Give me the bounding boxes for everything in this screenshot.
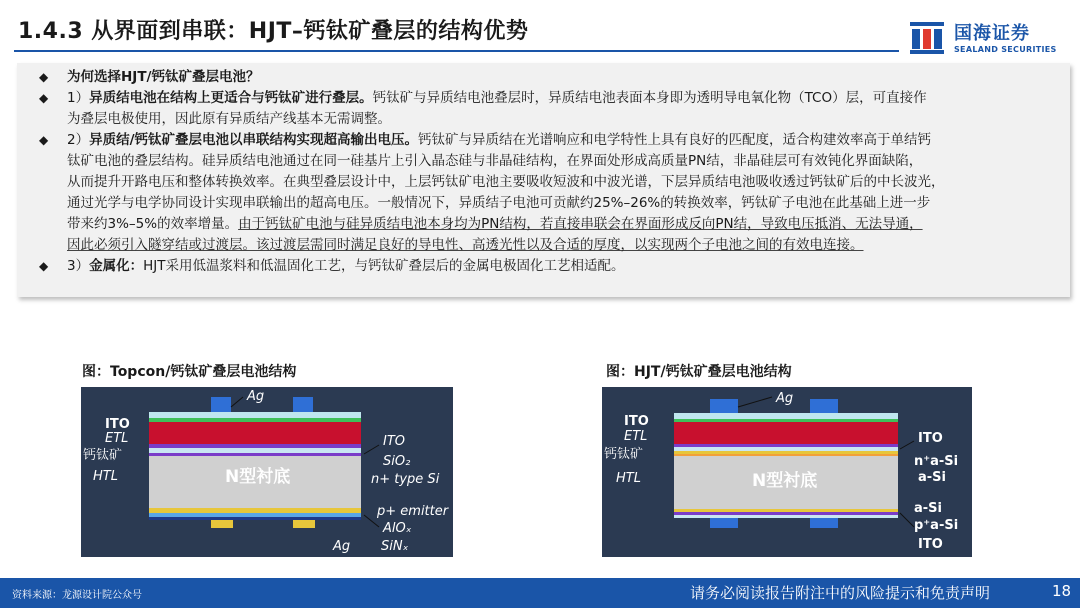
figure-left-caption: 图：Topcon/钙钛矿叠层电池结构 xyxy=(82,364,297,380)
hjt-tandem-diagram xyxy=(602,387,972,557)
label-a-si: a-Si xyxy=(918,470,946,485)
diamond-bullet-icon: ◆ xyxy=(39,70,49,84)
bullet-2-line-6: 因此必须引入隧穿结或过渡层。该过渡层需同时满足良好的导电性、高透光性以及合适的厚度，以实现两个子电池之间的有效电连接。 xyxy=(67,237,864,253)
label-sio2: SiO₂ xyxy=(383,454,411,469)
label-n-a-si: n⁺a-Si xyxy=(914,454,959,469)
figure-right-caption: 图：HJT/钙钛矿叠层电池结构 xyxy=(606,364,792,380)
bullet-2-line-4: 通过光学与电学协同设计实现串联输出的超高电压。一般情况下，异质结子电池可贡献约25%–26%的转换效率，钙钛矿子电池在此基础上进一步 xyxy=(67,195,931,211)
bullet-2-line-1: 钙钛矿与异质结在光谱响应和电学特性上具有良好的匹配度，适合构建效率高于单结钙 xyxy=(418,132,932,148)
ag-top-electrode xyxy=(293,397,313,413)
company-logo xyxy=(908,16,1068,60)
bullet-3-heading: 金属化： xyxy=(89,258,144,274)
sealand-logo-icon xyxy=(908,18,946,56)
bullet-2-line-5a: 带来约3%–5%的效率增量。 xyxy=(67,216,239,232)
label-ag-top: Ag xyxy=(776,391,794,406)
label-perovskite: 钙钛矿 xyxy=(83,448,123,463)
htl-layer xyxy=(674,444,898,447)
label-n-type-si: n+ type Si xyxy=(371,472,440,487)
logo-english-name: SEALAND SECURITIES xyxy=(954,45,1057,54)
perovskite-layer xyxy=(149,422,361,444)
bullet-3-text: HJT采用低温浆料和低温固化工艺，与钙钛矿叠层后的金属电极固化工艺相适配。 xyxy=(143,258,625,274)
n-a-si-layer xyxy=(674,451,898,454)
label-ag-bottom: Ag xyxy=(333,539,351,554)
bullet-3-number: 3） xyxy=(67,258,90,274)
label-alox: AlOₓ xyxy=(383,521,412,536)
a-si-bottom-layer xyxy=(674,509,898,512)
label-perovskite: 钙钛矿 xyxy=(604,447,644,462)
ito-layer xyxy=(149,412,361,418)
topcon-tandem-diagram xyxy=(81,387,453,557)
substrate-label: N型衬底 xyxy=(225,467,291,487)
label-htl: HTL xyxy=(93,469,118,484)
label-p-emitter: p+ emitter xyxy=(377,504,449,519)
label-etl: ETL xyxy=(105,431,129,446)
alox-layer xyxy=(149,513,361,517)
label-ito: ITO xyxy=(105,417,130,432)
ito-interlayer xyxy=(149,448,361,453)
bullet-2-line-3: 从而提升开路电压和整体转换效率。在典型叠层设计中，上层钙钛矿电池主要吸收短波和中波光谱，下层异质结电池吸收透过钙钛矿后的中长波光， xyxy=(67,174,945,190)
label-ito-right: ITO xyxy=(918,431,943,446)
label-htl: HTL xyxy=(616,471,641,486)
a-si-layer xyxy=(674,454,898,456)
ag-top-electrode xyxy=(710,399,738,413)
bullet-1-line-1: 钙钛矿与异质结电池叠层时，异质结电池表面本身即为透明导电氧化物（TCO）层，可直接作 xyxy=(372,90,927,106)
perovskite-layer xyxy=(674,422,898,444)
text-panel xyxy=(17,63,1070,297)
ag-bottom-electrode xyxy=(810,518,838,528)
htl-layer xyxy=(149,444,361,448)
substrate-label: N型衬底 xyxy=(752,471,818,491)
logo-chinese-name: 国海证券 xyxy=(954,23,1030,44)
ag-bottom-electrode xyxy=(211,520,233,528)
ag-top-electrode xyxy=(211,397,231,413)
page-title: 1.4.3 从界面到串联：HJT–钙钛矿叠层的结构优势 xyxy=(18,19,529,44)
diamond-bullet-icon: ◆ xyxy=(39,133,49,147)
ag-top-electrode xyxy=(810,399,838,413)
bullet-1-line-2: 为叠层电极使用，因此原有异质结产线基本无需调整。 xyxy=(67,111,391,127)
sinx-layer xyxy=(149,517,361,520)
ito-layer xyxy=(674,413,898,419)
bullet-2 xyxy=(39,130,1074,256)
bullet-1-heading: 异质结电池在结构上更适合与钙钛矿进行叠层。 xyxy=(89,90,373,106)
label-etl: ETL xyxy=(624,429,648,444)
etl-layer xyxy=(674,419,898,422)
label-ito-right: ITO xyxy=(383,434,406,449)
label-ag-top: Ag xyxy=(247,389,265,404)
ag-bottom-electrode xyxy=(710,518,738,528)
sio2-layer xyxy=(149,453,361,456)
bullet-2-line-2: 钛矿电池的叠层结构。硅异质结电池通过在同一硅基片上引入晶态硅与非晶硅结构，在界面处形成高质量PN结，非晶硅层可有效钝化界面缺陷， xyxy=(67,153,923,169)
bullet-1 xyxy=(39,88,1074,130)
label-sinx: SiNₓ xyxy=(381,539,409,554)
bullet-why xyxy=(39,67,1074,88)
p-emitter-layer xyxy=(149,508,361,513)
p-a-si-layer xyxy=(674,512,898,515)
bullet-3 xyxy=(39,256,1074,277)
label-p-a-si: p⁺a-Si xyxy=(914,518,959,533)
ito-interlayer xyxy=(674,447,898,451)
diamond-bullet-icon: ◆ xyxy=(39,91,49,105)
diamond-bullet-icon: ◆ xyxy=(39,259,49,273)
source-note: 资料来源：龙源设计院公众号 xyxy=(12,590,142,601)
bullet-2-heading: 异质结/钙钛矿叠层电池以串联结构实现超高输出电压。 xyxy=(89,132,419,148)
label-ito: ITO xyxy=(624,414,649,429)
title-divider xyxy=(14,50,899,52)
bullet-2-line-5b: 由于钙钛矿电池与硅异质结电池本身均为PN结构，若直接串联会在界面形成反向PN结，导致电压抵消、无法导通， xyxy=(238,216,923,232)
label-a-si-bottom: a-Si xyxy=(914,501,942,516)
bullet-1-number: 1） xyxy=(67,90,90,106)
label-ito-bottom: ITO xyxy=(918,537,943,552)
etl-layer xyxy=(149,418,361,422)
ag-bottom-electrode xyxy=(293,520,315,528)
bullet-why-heading: 为何选择HJT/钙钛矿叠层电池？ xyxy=(67,69,260,85)
page-number: 18 xyxy=(1052,582,1072,600)
bullet-2-number: 2） xyxy=(67,132,90,148)
ito-bottom-layer xyxy=(674,515,898,518)
disclaimer-text: 请务必阅读报告附注中的风险提示和免责声明 xyxy=(690,584,991,602)
